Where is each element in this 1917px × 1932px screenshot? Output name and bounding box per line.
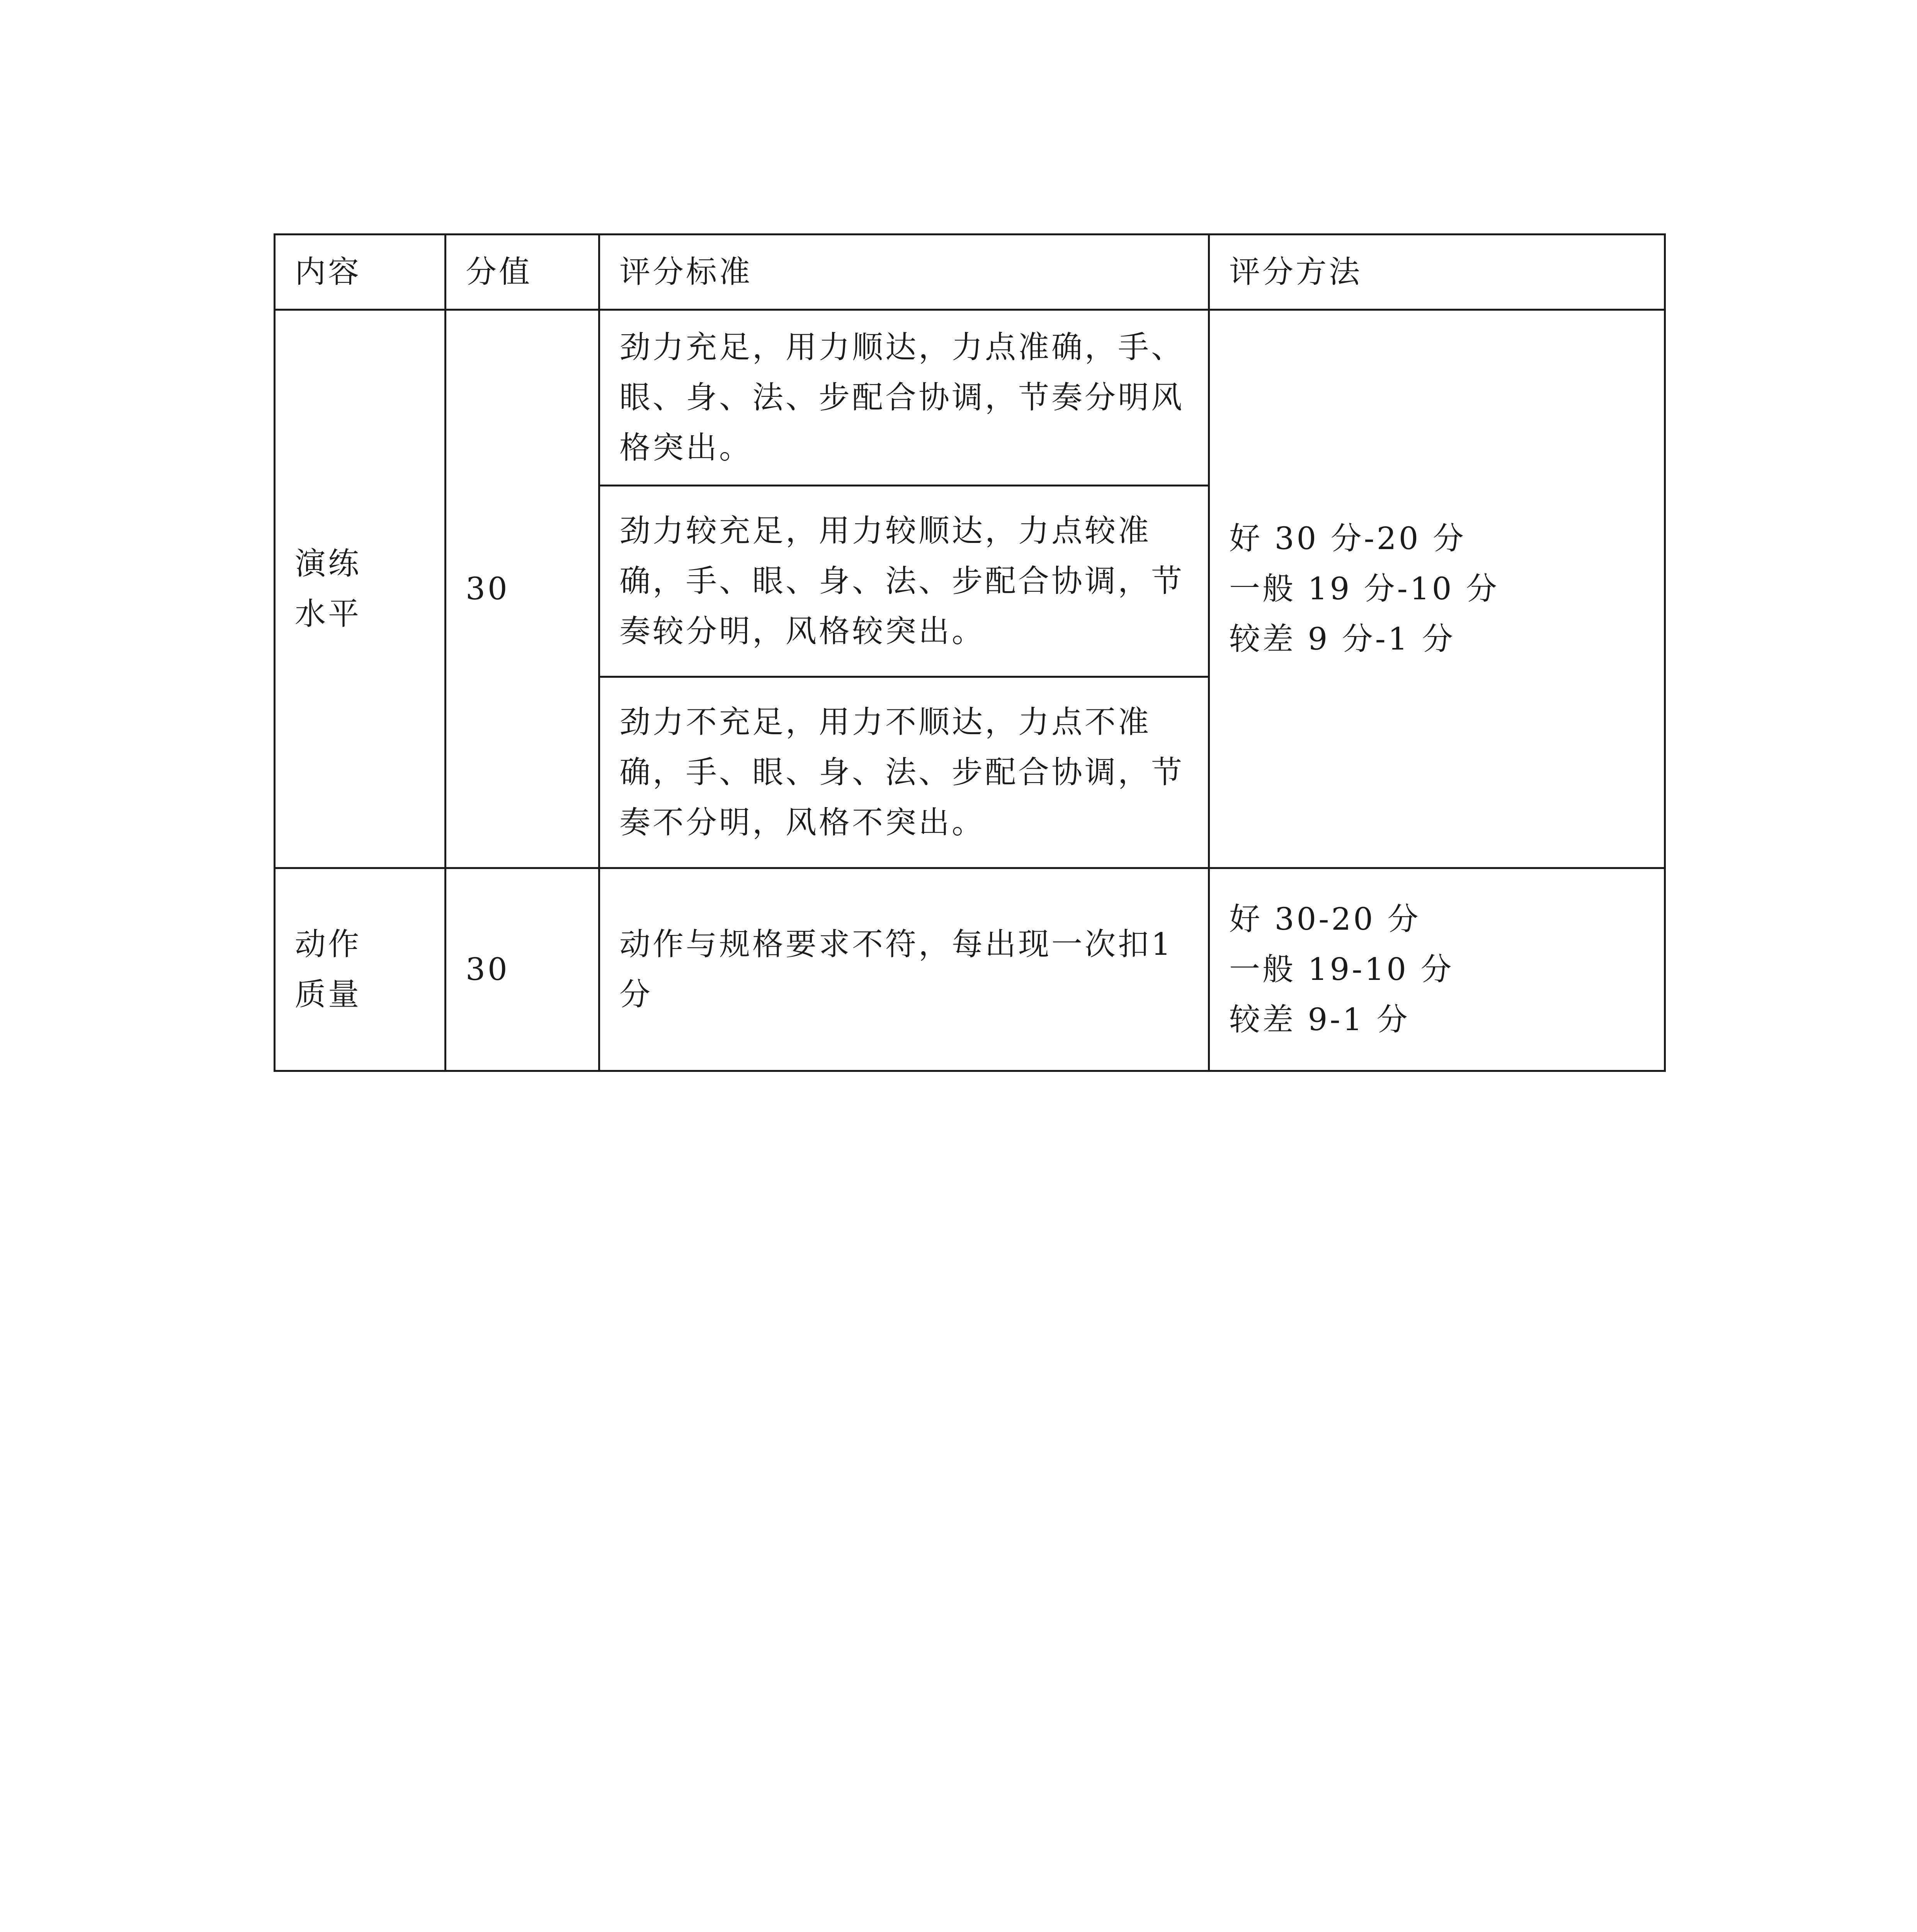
method-line-poor: 较差 9-1 分 bbox=[1229, 1002, 1410, 1037]
scoring-table bbox=[274, 233, 1666, 1072]
row-content-label: 动作 质量 bbox=[275, 868, 446, 1071]
method-line-average: 一般 19 分-10 分 bbox=[1229, 571, 1499, 607]
criteria-cell: 动作与规格要求不符，每出现一次扣1 分 bbox=[599, 868, 1209, 1071]
header-content: 内容 bbox=[275, 235, 446, 310]
header-criteria: 评分标准 bbox=[599, 235, 1209, 310]
method-cell bbox=[1209, 868, 1665, 1071]
row-score: 30 bbox=[446, 310, 599, 868]
method-line-poor: 较差 9 分-1 分 bbox=[1229, 621, 1456, 657]
method-line-good: 好 30-20 分 bbox=[1229, 901, 1421, 937]
row-content-label: 演练 水平 bbox=[275, 310, 446, 868]
criteria-cell: 劲力充足，用力顺达，力点准确，手、眼、身、法、步配合协调，节奏分明风格突出。 bbox=[599, 310, 1209, 486]
method-line-good: 好 30 分-20 分 bbox=[1229, 520, 1466, 556]
table-row bbox=[275, 310, 1665, 486]
method-cell bbox=[1209, 310, 1665, 868]
criteria-cell: 劲力较充足，用力较顺达，力点较准确，手、眼、身、法、步配合协调，节奏较分明，风格较突出。 bbox=[599, 486, 1209, 677]
row-score: 30 bbox=[446, 868, 599, 1071]
table-row bbox=[275, 868, 1665, 1071]
header-method: 评分方法 bbox=[1209, 235, 1665, 310]
criteria-cell: 劲力不充足，用力不顺达，力点不准确，手、眼、身、法、步配合协调，节奏不分明，风格不突出。 bbox=[599, 677, 1209, 868]
header-score: 分值 bbox=[446, 235, 599, 310]
method-line-average: 一般 19-10 分 bbox=[1229, 951, 1454, 987]
table-header-row bbox=[275, 235, 1665, 310]
